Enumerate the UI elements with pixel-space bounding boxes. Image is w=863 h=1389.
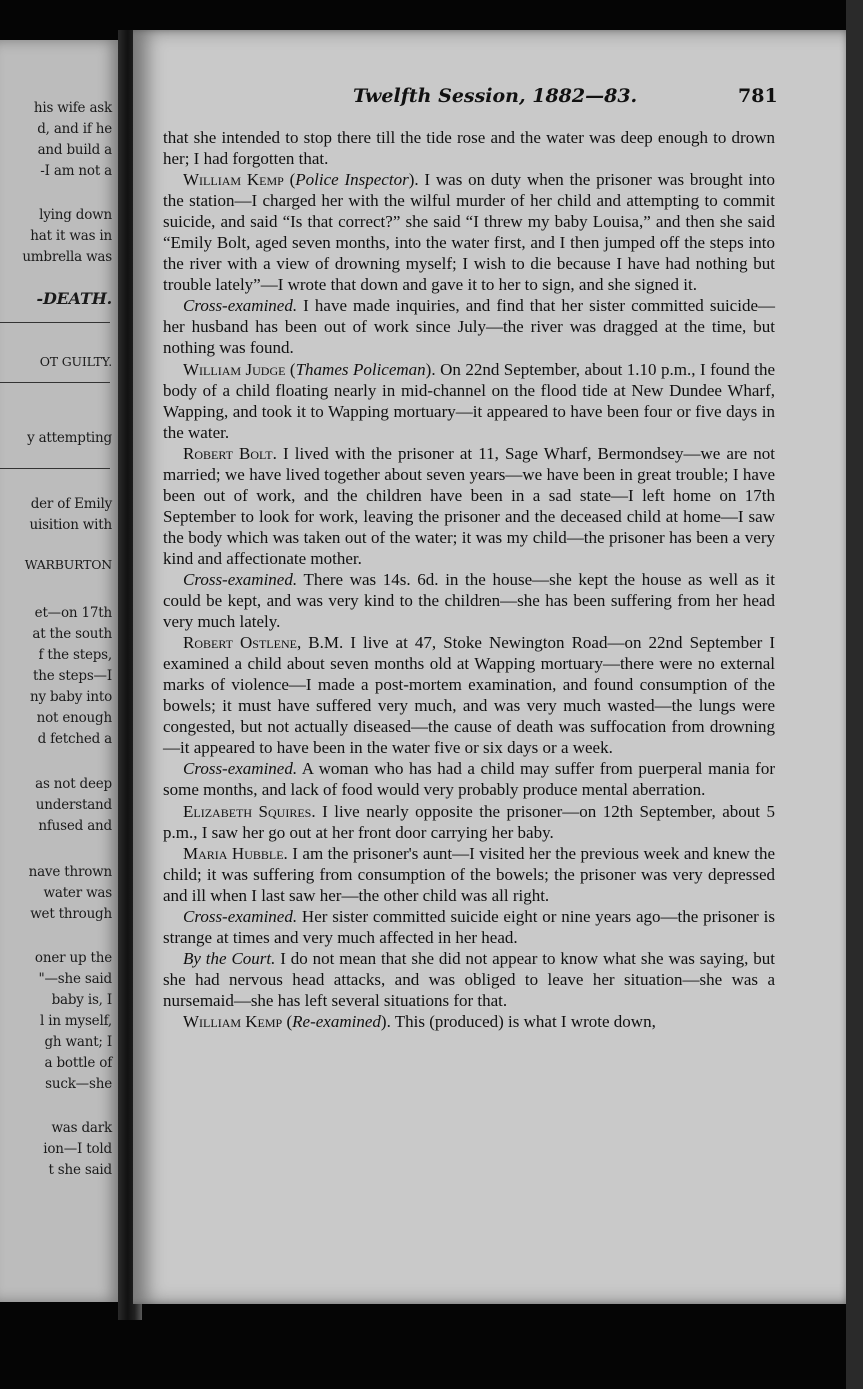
witness-role: Re-examined [292, 1011, 381, 1031]
left-page-fragment: wet through [30, 906, 112, 922]
left-page-fragment: et—on 17th [34, 605, 112, 621]
left-page-fragment: oner up the [34, 950, 112, 966]
left-page-fragment: nave thrown [28, 864, 112, 880]
left-page-fragment: his wife ask [33, 100, 112, 116]
left-page-fragment: at the south [32, 626, 112, 642]
testimony-paragraph [163, 801, 775, 843]
witness-name: William Kemp [183, 170, 284, 190]
left-page-fragment: l in myself, [40, 1013, 112, 1029]
testimony-paragraph [163, 295, 775, 358]
left-page-fragment: and build a [37, 142, 112, 158]
left-page-fragment: der of Emily [30, 496, 112, 512]
left-page-fragment: OT GUILTY. [39, 354, 112, 369]
testimony-text-run: A woman who has had a child may suffer from puerperal mania for some months, and lack of food would very probably produce mental aberration. [163, 759, 775, 800]
witness-name: Elizabeth Squires. [183, 801, 316, 821]
left-page-fragment: uisition with [29, 517, 112, 533]
witness-role: Cross-examined. [183, 759, 298, 779]
left-page-fragment: -I am not a [40, 163, 112, 179]
left-page-fragment: d, and if he [37, 121, 112, 137]
testimony-paragraph [163, 632, 775, 758]
left-page-margin [0, 40, 122, 1302]
witness-name: Robert Bolt. [183, 443, 277, 463]
testimony-text-run: I live at 47, Stoke Newington Road—on 22nd September I examined a child about seven months old at Wapping mortuary—there were no external marks of violence—I made a post-mortem examination, and found consumption of the bowels; it must have suffered very much, and was very much wasted—the lungs were congested, but not actually diseased—the cause of death was suffocation from drowning—it appeared to have been in the water five or six days or a week. [163, 633, 776, 758]
left-page-fragment: f the steps, [38, 647, 112, 663]
testimony-text-run: . On 22nd September, about 1.10 p.m., I found the body of a child floating nearly in mid-channel on the flood tide at New Dundee Wharf, Wapping, and took it to Wapping mortuary—it appeared to have been four or five days in the water. [163, 359, 775, 442]
testimony-text-run: I live nearly opposite the prisoner—on 12th September, about 5 p.m., I saw her go out at her front door carrying her baby. [163, 801, 775, 842]
right-page [133, 30, 849, 1304]
testimony-text [163, 127, 775, 1032]
testimony-text-run: I have made inquiries, and find that her sister committed suicide—her husband has been out of work since July—the river was dragged at the time, but nothing was found. [163, 296, 775, 358]
left-page-fragment: was dark [51, 1120, 112, 1136]
testimony-text-run: . This (produced) is what I wrote down, [386, 1011, 656, 1031]
witness-name: Robert Ostlene, B.M. [183, 633, 344, 653]
left-page-fragment: gh want; I [44, 1034, 112, 1050]
testimony-text-run: I lived with the prisoner at 11, Sage Wharf, Bermondsey—we are not married; we have lived together about seven years—we have been in great trouble; I have been out of work, and the children have been in a sad state—I left home on 17th September to look for work, leaving the prisoner and the deceased child at home—I saw the body which was taken out of the water; it was my child—the prisoner has been a very kind and affectionate mother. [163, 443, 775, 568]
testimony-text-run: I do not mean that she did not appear to know what she was saying, but she had nervous head attacks, and was obliged to leave her situation—she was a nursemaid—she has left several situations for that. [163, 948, 775, 1010]
left-page-fragment: -DEATH. [36, 289, 112, 308]
left-page-fragment: water was [43, 885, 112, 901]
testimony-text-run: Her sister committed suicide eight or nine years ago—the prisoner is strange at times and very much affected in her head. [163, 906, 775, 947]
left-page-fragment: as not deep [35, 776, 112, 792]
witness-name: William Kemp [183, 1011, 283, 1031]
page-number: 781 [738, 85, 778, 107]
left-page-fragment: not enough [36, 710, 112, 726]
testimony-paragraph [163, 948, 775, 1011]
testimony-paragraph: William Kemp (Re-examined). This (produced) is what I wrote down, [183, 1011, 656, 1031]
left-page-fragment: the steps—I [33, 668, 112, 684]
left-page-rule [0, 322, 110, 323]
running-title: Twelfth Session, 1882—83. [353, 85, 638, 107]
testimony-paragraph [163, 906, 775, 948]
testimony-paragraph [163, 758, 775, 800]
testimony-text-run: There was 14s. 6d. in the house—she kept the house as well as it could be kept, and was very kind to the children—she has been suffering from her head very much lately. [163, 569, 775, 632]
left-page-fragment: hat it was in [30, 228, 112, 244]
testimony-text-run: I am the prisoner's aunt—I visited her the previous week and knew the child; it was suffering from consumption of the bowels; the prisoner was very depressed and ill when I last saw her—the other child was all right. [163, 843, 775, 905]
testimony-paragraph: William Kemp (Police Inspector). I was on duty when the prisoner was brought into the station—I charged her with the wilful murder of her child and attempting to commit suicide, and said “Is that correct?” she said “I threw my baby Louisa,” and then she said “Emily Bolt, aged seven months, into the water first, and I then jumped off the steps into the river with a view of drowning myself; I wish to die because I have had nothing but trouble lately”—I wrote that down and gave it to her to sign, and she signed it. [163, 170, 776, 295]
testimony-paragraph [163, 443, 775, 569]
left-page-fragment: understand [35, 797, 112, 813]
left-page-fragment: a bottle of [44, 1055, 112, 1071]
witness-name: William Judge [183, 359, 286, 379]
testimony-paragraph [163, 843, 775, 906]
testimony-paragraph: William Judge (Thames Policeman). On 22nd September, about 1.10 p.m., I found the body of a child floating nearly in mid-channel on the flood tide at New Dundee Wharf, Wapping, and took it to Wapping mortuary—it appeared to have been four or five days in the water. [163, 359, 775, 442]
page-edge [846, 0, 863, 1389]
testimony-paragraph [163, 569, 775, 632]
left-page-fragment: y attempting [27, 430, 112, 446]
left-page-fragment: t she said [48, 1162, 112, 1178]
witness-role: Thames Policeman [295, 359, 426, 379]
left-page-fragment: ion—I told [43, 1141, 112, 1157]
left-page-fragment: umbrella was [22, 249, 112, 265]
testimony-paragraph [163, 127, 775, 169]
left-page-fragment: suck—she [45, 1076, 112, 1092]
witness-role: Cross-examined. [183, 569, 298, 589]
testimony-text-run: that she intended to stop there till the tide rose and the water was deep enough to drown her; I had forgotten that. [163, 128, 775, 169]
witness-role: Cross-examined. [183, 906, 298, 926]
witness-role: Cross-examined. [183, 296, 298, 316]
left-page-fragment: d fetched a [37, 731, 112, 747]
page-header [133, 85, 813, 111]
left-page-fragment: baby is, I [51, 992, 112, 1008]
left-page-fragment: lying down [39, 207, 112, 223]
witness-role: By the Court. [183, 948, 276, 968]
left-page-rule [0, 468, 110, 469]
witness-role: Police Inspector [295, 170, 409, 190]
left-page-fragment: "—she said [38, 971, 112, 987]
testimony-text-run: . I was on duty when the prisoner was brought into the station—I charged her with the wilful murder of her child and attempting to commit suicide, and said “Is that correct?” she said “I threw my baby Louisa,” and then she said “Emily Bolt, aged seven months, into the water first, and I then jumped off the steps into the river with a view of drowning myself; I wish to die because I have had nothing but trouble lately”—I wrote that down and gave it to her to sign, and she signed it. [163, 170, 776, 295]
left-page-fragment: WARBURTON [24, 557, 112, 572]
left-page-rule [0, 382, 110, 383]
left-page-fragment: ny baby into [29, 689, 112, 705]
witness-name: Maria Hubble. [183, 843, 288, 863]
left-page-fragment: nfused and [38, 818, 112, 834]
